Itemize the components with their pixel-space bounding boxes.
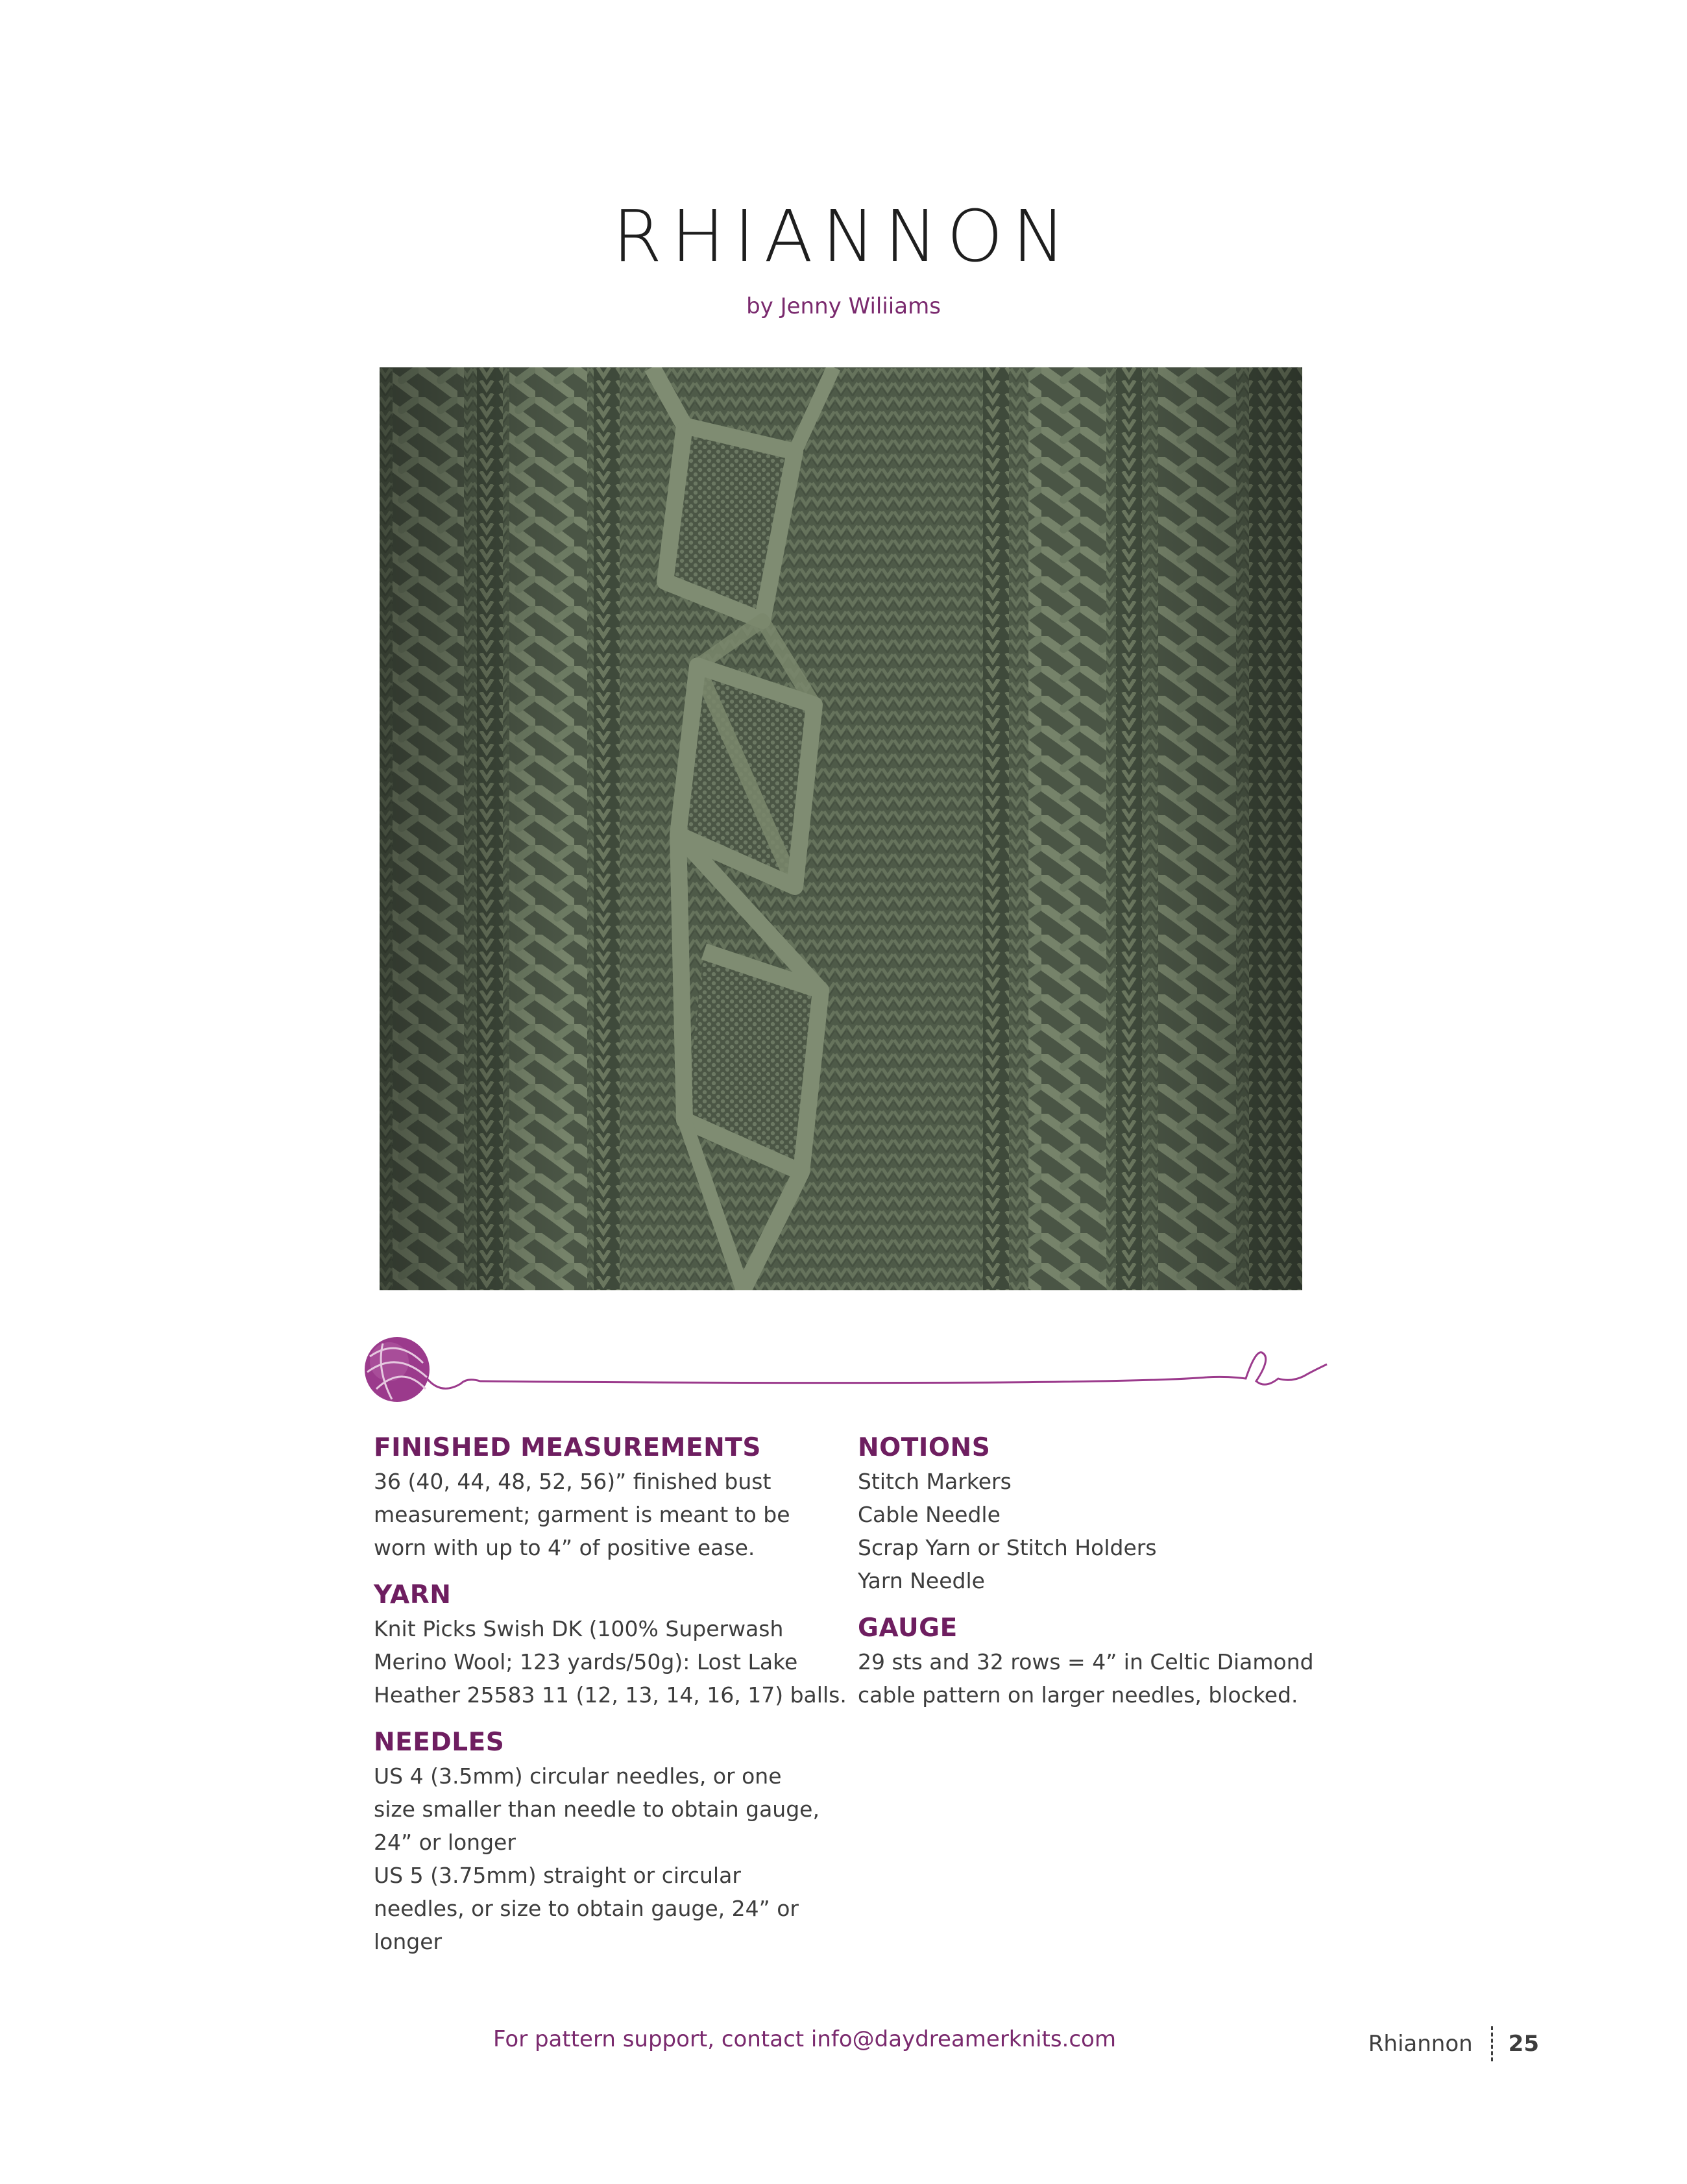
left-column	[374, 1431, 847, 1972]
pattern-title: RHIANNON	[612, 195, 1075, 278]
pattern-support-link[interactable]: For pattern support, contact info@daydreamerknits.com	[493, 2026, 1116, 2052]
finished-measurements-heading: FINISHED MEASUREMENTS	[374, 1433, 761, 1462]
yarn-ball-icon	[365, 1337, 430, 1402]
right-column	[858, 1431, 1325, 1726]
gauge-text: 29 sts and 32 rows = 4” in Celtic Diamond cable pattern on larger needles, blocked.	[858, 1649, 1314, 1708]
yarn-divider	[350, 1324, 1337, 1441]
finished-measurements-text: 36 (40, 44, 48, 52, 56)” finished bust measurement; garment is meant to be worn with up to 4” of positive ease.	[374, 1469, 790, 1560]
gauge-heading: GAUGE	[858, 1613, 958, 1643]
needles-heading: NEEDLES	[374, 1728, 505, 1757]
footer-divider	[1491, 2026, 1493, 2061]
page-footer	[1368, 2026, 1539, 2061]
page-number: 25	[1508, 2031, 1539, 2057]
designer-byline: by Jenny Wiliiams	[746, 293, 941, 319]
yarn-text: Knit Picks Swish DK (100% Superwash Merino Wool; 123 yards/50g): Lost Lake Heather 25583 11 (12, 13, 14, 16, 17) balls.	[374, 1616, 847, 1708]
notions-list: Stitch Markers Cable Needle Scrap Yarn or Stitch Holders Yarn Needle	[858, 1469, 1157, 1593]
needles-text: US 4 (3.5mm) circular needles, or one size smaller than needle to obtain gauge, 24” or longer US 5 (3.75mm) straight or circular needles, or size to obtain gauge, 24” or longer	[374, 1763, 819, 1954]
footer-pattern-name: Rhiannon	[1368, 2031, 1473, 2057]
yarn-heading: YARN	[374, 1580, 452, 1610]
notions-heading: NOTIONS	[858, 1433, 991, 1462]
cable-knit-photo	[380, 367, 1302, 1290]
